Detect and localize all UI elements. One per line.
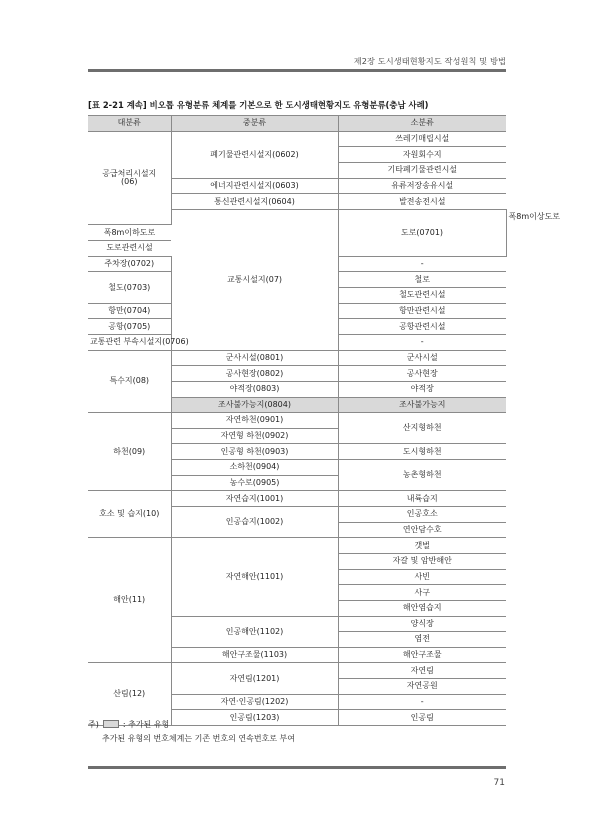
minor-category-cell: 조사불가능지 xyxy=(338,397,506,413)
table-row xyxy=(88,131,506,147)
minor-category-cell: 철도관련시설 xyxy=(338,288,506,304)
minor-category-cell: 농촌형하천 xyxy=(338,460,506,491)
minor-category-cell: 연안담수호 xyxy=(338,522,506,538)
footer-rule xyxy=(88,766,506,769)
mid-category-cell: 자연림(1201) xyxy=(171,663,338,694)
minor-category-cell: 도로관련시설 xyxy=(88,241,171,257)
classification-table xyxy=(88,115,561,726)
major-category-cell: 해안(11) xyxy=(88,538,171,663)
major-category-cell: 산림(12) xyxy=(88,663,171,726)
mid-category-cell: 도로(0701) xyxy=(338,209,506,256)
mid-category-cell: 자연습지(1001) xyxy=(171,491,338,507)
mid-category-cell: 조사불가능지(0804) xyxy=(171,397,338,413)
running-header: 제2장 도시생태현황지도 작성원칙 및 방법 xyxy=(353,56,506,66)
mid-category-cell: 자연형 하천(0902) xyxy=(171,428,338,444)
minor-category-cell: 산지형하천 xyxy=(338,413,506,444)
minor-category-cell: 인공호소 xyxy=(338,507,506,523)
numbering-note: 추가된 유형의 번호체계는 기존 번호의 연속번호로 부여 xyxy=(102,734,295,743)
minor-category-cell: 폭8m이하도로 xyxy=(88,225,171,241)
major-category-cell: 호소 및 습지(10) xyxy=(88,491,171,538)
minor-category-cell: 자원회수지 xyxy=(338,147,506,163)
mid-category-cell: 항만(0704) xyxy=(88,303,171,319)
mid-category-cell: 자연·인공림(1202) xyxy=(171,694,338,710)
mid-category-cell: 인공림(1203) xyxy=(171,710,338,726)
mid-category-cell: 자연하천(0901) xyxy=(171,413,338,429)
mid-category-cell: 야적장(0803) xyxy=(171,381,338,397)
minor-category-cell: 인공림 xyxy=(338,710,506,726)
minor-category-cell: 자갈 및 암반해안 xyxy=(338,553,506,569)
added-type-swatch xyxy=(103,720,119,728)
minor-category-cell: 자연공원 xyxy=(338,679,506,695)
table-header-row xyxy=(88,116,506,132)
minor-category-cell: 사구 xyxy=(338,585,506,601)
table-notes xyxy=(88,718,295,744)
header-rule xyxy=(88,69,506,72)
minor-category-cell: 항만관련시설 xyxy=(338,303,506,319)
table-row xyxy=(88,663,506,679)
major-category-cell: 특수지(08) xyxy=(88,350,171,413)
minor-category-cell: 공항관련시설 xyxy=(338,319,506,335)
mid-category-cell: 해안구조물(1103) xyxy=(171,647,338,663)
minor-category-cell: 도시형하천 xyxy=(338,444,506,460)
minor-category-cell: 공사현장 xyxy=(338,366,506,382)
major-category-cell: 교통시설지(07) xyxy=(171,209,338,350)
mid-category-cell: 철도(0703) xyxy=(88,272,171,303)
minor-category-cell: 내륙습지 xyxy=(338,491,506,507)
major-category-cell: 하천(09) xyxy=(88,413,171,491)
mid-category-cell: 에너지관련시설지(0603) xyxy=(171,178,338,194)
table-row xyxy=(88,413,506,429)
minor-category-cell: - xyxy=(338,334,506,350)
minor-category-cell: 해안염습지 xyxy=(338,600,506,616)
column-header-major: 대분류 xyxy=(88,116,171,132)
note-prefix: 주) xyxy=(88,719,99,729)
minor-category-cell: 유류저장송유시설 xyxy=(338,178,506,194)
mid-category-cell: 농수로(0905) xyxy=(171,475,338,491)
table-row xyxy=(88,538,506,554)
mid-category-cell: 인공형 하천(0903) xyxy=(171,444,338,460)
legend-note xyxy=(88,718,295,730)
minor-category-cell: 발전송전시설 xyxy=(338,194,506,210)
mid-category-cell: 공항(0705) xyxy=(88,319,171,335)
minor-category-cell: 염전 xyxy=(338,632,506,648)
page-number: 71 xyxy=(493,778,505,788)
table-row xyxy=(88,350,506,366)
column-header-minor: 소분류 xyxy=(338,116,506,132)
minor-category-cell: 철로 xyxy=(338,272,506,288)
minor-category-cell: 해안구조물 xyxy=(338,647,506,663)
mid-category-cell: 폐기물관련시설지(0602) xyxy=(171,131,338,178)
minor-category-cell: 양식장 xyxy=(338,616,506,632)
mid-category-cell: 공사현장(0802) xyxy=(171,366,338,382)
mid-category-cell: 인공습지(1002) xyxy=(171,507,338,538)
minor-category-cell: 사빈 xyxy=(338,569,506,585)
minor-category-cell: 자연림 xyxy=(338,663,506,679)
column-header-mid: 중분류 xyxy=(171,116,338,132)
minor-category-cell: 갯벌 xyxy=(338,538,506,554)
major-category-cell: 공급처리시설지 (06) xyxy=(88,131,171,225)
table-row: 교통시설지(07) 도로(0701) 폭8m이상도로 xyxy=(88,209,506,225)
mid-category-cell: 인공해안(1102) xyxy=(171,616,338,647)
mid-category-cell: 통신관련시설지(0604) xyxy=(171,194,338,210)
mid-category-cell: 소하천(0904) xyxy=(171,460,338,476)
minor-category-cell: 쓰레기매립시설 xyxy=(338,131,506,147)
mid-category-cell: 군사시설(0801) xyxy=(171,350,338,366)
table-body xyxy=(88,131,561,725)
mid-category-cell: 자연해안(1101) xyxy=(171,538,338,616)
minor-category-cell: 야적장 xyxy=(338,381,506,397)
minor-category-cell: 군사시설 xyxy=(338,350,506,366)
mid-category-cell: 교통관련 부속시설지(0706) xyxy=(88,334,171,350)
minor-category-cell: 기타폐기물관련시설 xyxy=(338,162,506,178)
table-row xyxy=(88,491,506,507)
table-title: [표 2-21 계속] 비오톱 유형분류 체계를 기본으로 한 도시생태현황지도 유형분류(충남 사례) xyxy=(88,100,429,110)
minor-category-cell: - xyxy=(338,694,506,710)
legend-label: : 추가된 유형 xyxy=(122,719,170,729)
minor-category-cell: - xyxy=(338,256,506,272)
mid-category-cell: 주차장(0702) xyxy=(88,256,171,272)
